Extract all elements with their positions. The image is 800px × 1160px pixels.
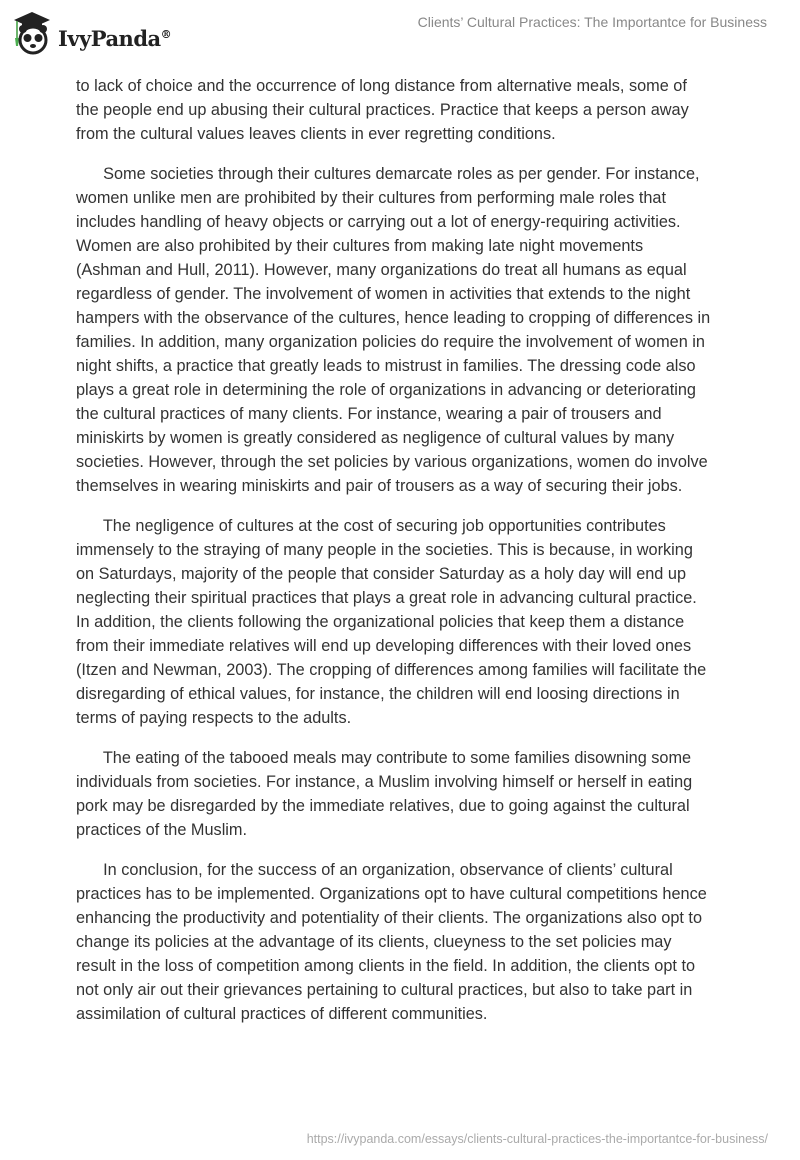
registered-mark: ® <box>160 27 172 41</box>
paragraph <box>76 162 756 498</box>
text-line: the people end up abusing their cultural practices. Practice that keeps a person away <box>76 101 689 119</box>
text-line: individuals from societies. For instance, a Muslim involving himself or herself in eating <box>76 773 693 791</box>
text-line: Some societies through their cultures demarcate roles as per gender. For instance, <box>76 165 700 183</box>
text-line: (Ashman and Hull, 2011). However, many organizations do treat all humans as equal <box>76 261 687 279</box>
text-line: (Itzen and Newman, 2003). The cropping of differences among families will facilitate the <box>76 661 707 679</box>
text-line: Women are also prohibited by their cultures from making late night movements <box>76 237 644 255</box>
text-line: themselves in wearing miniskirts and pair of trousers as a way of securing their jobs. <box>76 477 683 495</box>
essay-body <box>76 74 756 1042</box>
paragraph <box>76 514 756 730</box>
text-line: The negligence of cultures at the cost of securing job opportunities contributes <box>76 517 666 535</box>
text-line: result in the loss of competition among clients in the field. In addition, the clients opt to <box>76 957 696 975</box>
text-line: the cultural practices of many clients. For instance, wearing a pair of trousers and <box>76 405 662 423</box>
text-line: assimilation of cultural practices of different communities. <box>76 1005 488 1023</box>
paragraph <box>76 858 756 1026</box>
logo-name: IvyPanda <box>58 25 161 51</box>
footer-url[interactable]: https://ivypanda.com/essays/clients-cultural-practices-the-importantce-for-business/ <box>306 1132 768 1146</box>
text-line: on Saturdays, majority of the people that consider Saturday as a holy day will end up <box>76 565 686 583</box>
text-line: families. In addition, many organization policies do require the involvement of women in <box>76 333 705 351</box>
text-line: from the cultural values leaves clients in ever regretting conditions. <box>76 125 556 143</box>
paragraph <box>76 74 756 146</box>
text-line: plays a great role in determining the role of organizations in advancing or deteriorating <box>76 381 696 399</box>
text-line: pork may be disregarded by the immediate relatives, due to going against the cultural <box>76 797 690 815</box>
text-line: regardless of gender. The involvement of women in activities that extends to the night <box>76 285 691 303</box>
text-line: practices has to be implemented. Organizations opt to have cultural competitions hence <box>76 885 707 903</box>
document-title: Clients’ Cultural Practices: The Importantce for Business <box>417 14 767 30</box>
text-line: In conclusion, for the success of an organization, observance of clients’ cultural <box>76 861 673 879</box>
paragraph <box>76 746 756 842</box>
text-line: The eating of the tabooed meals may contribute to some families disowning some <box>76 749 692 767</box>
text-line: not only air out their grievances pertaining to cultural practices, but also to take part in <box>76 981 693 999</box>
text-line: hampers with the observance of the cultures, hence leading to cropping of differences in <box>76 309 711 327</box>
text-line: miniskirts by women is greatly considered as negligence of cultural values by many <box>76 429 675 447</box>
site-logo[interactable] <box>12 8 171 56</box>
text-line: change its policies at the advantage of its clients, clueyness to the set policies may <box>76 933 672 951</box>
text-line: from their immediate relatives will end up developing differences with their loved ones <box>76 637 692 655</box>
text-line: neglecting their spiritual practices that plays a great role in advancing cultural practice. <box>76 589 697 607</box>
text-line: night shifts, a practice that greatly leads to mistrust in families. The dressing code also <box>76 357 696 375</box>
text-line: to lack of choice and the occurrence of long distance from alternative meals, some of <box>76 77 687 95</box>
panda-logo-icon <box>12 8 52 56</box>
logo-text <box>58 26 171 51</box>
text-line: immensely to the straying of many people in the societies. This is because, in working <box>76 541 693 559</box>
text-line: women unlike men are prohibited by their cultures from performing male roles that <box>76 189 667 207</box>
text-line: enhancing the productivity and potentiality of their clients. The organizations also opt to <box>76 909 703 927</box>
text-line: disregarding of ethical values, for instance, the children will end loosing directions in <box>76 685 680 703</box>
text-line: societies. However, through the set policies by various organizations, women do involve <box>76 453 708 471</box>
text-line: practices of the Muslim. <box>76 821 248 839</box>
text-line: terms of paying respects to the adults. <box>76 709 352 727</box>
text-line: includes handling of heavy objects or carrying out a lot of energy-requiring activities. <box>76 213 681 231</box>
text-line: In addition, the clients following the organizational policies that keep them a distance <box>76 613 685 631</box>
